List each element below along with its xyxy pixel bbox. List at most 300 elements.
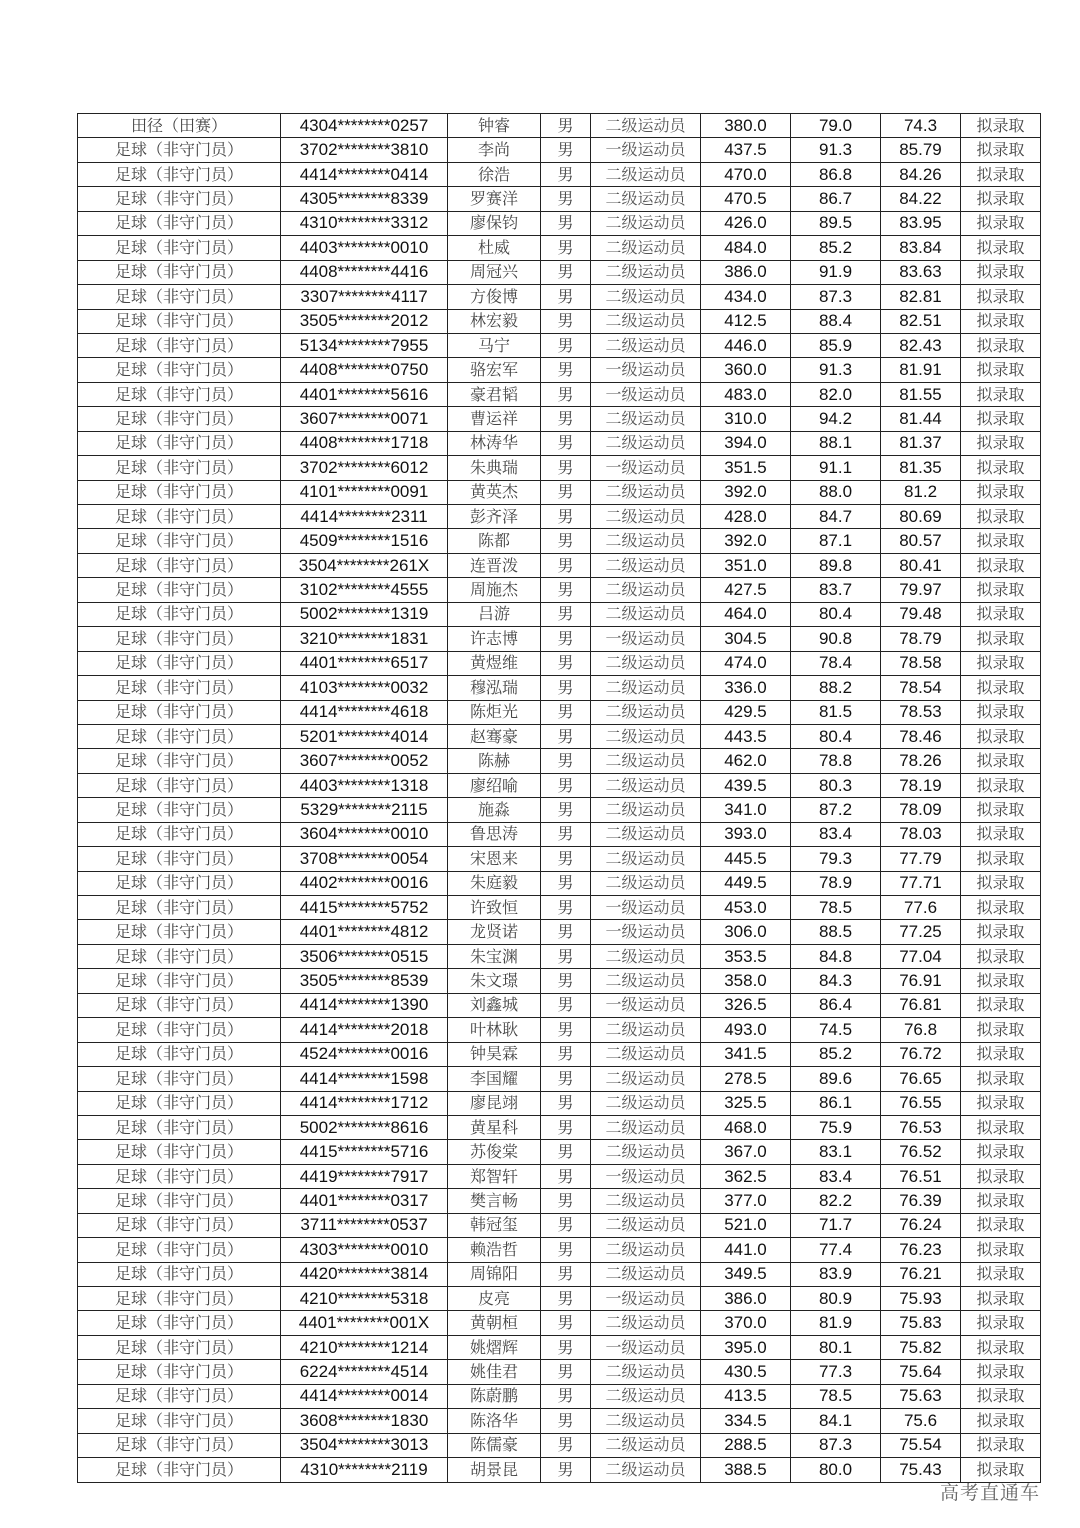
cell-id: 3504********3013	[281, 1433, 448, 1457]
cell-id: 3608********1830	[281, 1409, 448, 1433]
cell-culture-score: 468.0	[701, 1115, 791, 1139]
cell-gender: 男	[541, 1287, 591, 1311]
cell-level: 二级运动员	[591, 1409, 701, 1433]
cell-gender: 男	[541, 114, 591, 138]
admission-list-table	[77, 113, 1041, 1483]
cell-culture-score: 360.0	[701, 358, 791, 382]
cell-level: 二级运动员	[591, 1238, 701, 1262]
cell-composite-score: 81.44	[881, 407, 961, 431]
cell-sport: 足球（非守门员）	[78, 1311, 281, 1335]
cell-sport-score: 84.3	[791, 969, 881, 993]
cell-composite-score: 82.81	[881, 285, 961, 309]
cell-status: 拟录取	[961, 162, 1041, 186]
cell-sport: 足球（非守门员）	[78, 847, 281, 871]
table-row	[78, 138, 1041, 162]
cell-id: 3604********0010	[281, 822, 448, 846]
cell-composite-score: 78.46	[881, 724, 961, 748]
cell-status: 拟录取	[961, 822, 1041, 846]
cell-status: 拟录取	[961, 138, 1041, 162]
cell-status: 拟录取	[961, 309, 1041, 333]
cell-name: 皮亮	[448, 1287, 541, 1311]
cell-sport: 足球（非守门员）	[78, 651, 281, 675]
cell-level: 一级运动员	[591, 456, 701, 480]
cell-name: 杜威	[448, 236, 541, 260]
table-row	[78, 1042, 1041, 1066]
cell-gender: 男	[541, 138, 591, 162]
cell-id: 3708********0054	[281, 847, 448, 871]
cell-level: 二级运动员	[591, 822, 701, 846]
cell-sport-score: 85.9	[791, 333, 881, 357]
cell-gender: 男	[541, 871, 591, 895]
cell-gender: 男	[541, 798, 591, 822]
table-body	[78, 114, 1041, 1483]
cell-gender: 男	[541, 896, 591, 920]
cell-name: 黄朝桓	[448, 1311, 541, 1335]
cell-status: 拟录取	[961, 920, 1041, 944]
cell-gender: 男	[541, 1409, 591, 1433]
cell-level: 二级运动员	[591, 1042, 701, 1066]
cell-gender: 男	[541, 773, 591, 797]
cell-culture-score: 326.5	[701, 993, 791, 1017]
cell-id: 4401********001X	[281, 1311, 448, 1335]
cell-name: 朱典瑞	[448, 456, 541, 480]
cell-status: 拟录取	[961, 602, 1041, 626]
cell-status: 拟录取	[961, 1042, 1041, 1066]
cell-level: 二级运动员	[591, 724, 701, 748]
cell-level: 二级运动员	[591, 749, 701, 773]
cell-status: 拟录取	[961, 773, 1041, 797]
cell-status: 拟录取	[961, 529, 1041, 553]
cell-gender: 男	[541, 1164, 591, 1188]
cell-sport-score: 85.2	[791, 236, 881, 260]
cell-sport-score: 94.2	[791, 407, 881, 431]
cell-id: 4303********0010	[281, 1238, 448, 1262]
cell-id: 4310********3312	[281, 211, 448, 235]
cell-sport-score: 78.4	[791, 651, 881, 675]
cell-name: 曹运祥	[448, 407, 541, 431]
cell-culture-score: 367.0	[701, 1140, 791, 1164]
cell-gender: 男	[541, 1433, 591, 1457]
cell-gender: 男	[541, 382, 591, 406]
cell-composite-score: 80.69	[881, 505, 961, 529]
cell-sport: 足球（非守门员）	[78, 1409, 281, 1433]
cell-gender: 男	[541, 578, 591, 602]
cell-name: 林涛华	[448, 431, 541, 455]
cell-sport: 足球（非守门员）	[78, 529, 281, 553]
cell-sport: 足球（非守门员）	[78, 236, 281, 260]
cell-sport: 足球（非守门员）	[78, 553, 281, 577]
table-row	[78, 505, 1041, 529]
cell-culture-score: 351.0	[701, 553, 791, 577]
cell-level: 二级运动员	[591, 602, 701, 626]
cell-sport: 足球（非守门员）	[78, 1262, 281, 1286]
cell-composite-score: 81.91	[881, 358, 961, 382]
cell-level: 二级运动员	[591, 431, 701, 455]
cell-status: 拟录取	[961, 333, 1041, 357]
cell-name: 苏俊棠	[448, 1140, 541, 1164]
cell-name: 钟睿	[448, 114, 541, 138]
cell-culture-score: 288.5	[701, 1433, 791, 1457]
table-row	[78, 1067, 1041, 1091]
cell-gender: 男	[541, 456, 591, 480]
cell-composite-score: 74.3	[881, 114, 961, 138]
cell-sport: 足球（非守门员）	[78, 1213, 281, 1237]
cell-gender: 男	[541, 944, 591, 968]
cell-gender: 男	[541, 1458, 591, 1482]
cell-status: 拟录取	[961, 285, 1041, 309]
cell-sport: 足球（非守门员）	[78, 896, 281, 920]
cell-sport-score: 88.2	[791, 676, 881, 700]
cell-status: 拟录取	[961, 1287, 1041, 1311]
cell-sport-score: 78.8	[791, 749, 881, 773]
cell-name: 周冠兴	[448, 260, 541, 284]
cell-sport: 足球（非守门员）	[78, 1433, 281, 1457]
cell-name: 连晋泼	[448, 553, 541, 577]
cell-id: 4420********3814	[281, 1262, 448, 1286]
cell-status: 拟录取	[961, 1067, 1041, 1091]
cell-culture-score: 349.5	[701, 1262, 791, 1286]
cell-sport: 足球（非守门员）	[78, 138, 281, 162]
table-row	[78, 1091, 1041, 1115]
cell-sport-score: 88.0	[791, 480, 881, 504]
cell-sport: 足球（非守门员）	[78, 1018, 281, 1042]
cell-name: 韩冠玺	[448, 1213, 541, 1237]
table-row	[78, 700, 1041, 724]
cell-id: 4401********4812	[281, 920, 448, 944]
cell-name: 鲁思涛	[448, 822, 541, 846]
cell-id: 4401********6517	[281, 651, 448, 675]
cell-sport: 足球（非守门员）	[78, 1287, 281, 1311]
cell-id: 3702********3810	[281, 138, 448, 162]
cell-level: 二级运动员	[591, 1067, 701, 1091]
cell-level: 一级运动员	[591, 358, 701, 382]
cell-composite-score: 75.63	[881, 1384, 961, 1408]
cell-sport-score: 80.4	[791, 602, 881, 626]
cell-gender: 男	[541, 1335, 591, 1359]
cell-culture-score: 353.5	[701, 944, 791, 968]
cell-gender: 男	[541, 285, 591, 309]
cell-sport: 足球（非守门员）	[78, 920, 281, 944]
cell-level: 二级运动员	[591, 578, 701, 602]
cell-level: 二级运动员	[591, 944, 701, 968]
cell-level: 二级运动员	[591, 1140, 701, 1164]
cell-name: 陈蔚鹏	[448, 1384, 541, 1408]
cell-status: 拟录取	[961, 627, 1041, 651]
cell-composite-score: 78.26	[881, 749, 961, 773]
cell-status: 拟录取	[961, 944, 1041, 968]
cell-culture-score: 437.5	[701, 138, 791, 162]
cell-name: 陈赫	[448, 749, 541, 773]
cell-sport-score: 78.9	[791, 871, 881, 895]
cell-status: 拟录取	[961, 358, 1041, 382]
cell-composite-score: 81.35	[881, 456, 961, 480]
cell-composite-score: 81.37	[881, 431, 961, 455]
cell-gender: 男	[541, 358, 591, 382]
cell-sport: 足球（非守门员）	[78, 1335, 281, 1359]
cell-sport: 足球（非守门员）	[78, 260, 281, 284]
cell-id: 4414********2018	[281, 1018, 448, 1042]
cell-composite-score: 78.58	[881, 651, 961, 675]
cell-level: 一级运动员	[591, 993, 701, 1017]
table-row	[78, 749, 1041, 773]
cell-name: 赖浩哲	[448, 1238, 541, 1262]
cell-culture-score: 443.5	[701, 724, 791, 748]
cell-level: 二级运动员	[591, 505, 701, 529]
cell-level: 二级运动员	[591, 1115, 701, 1139]
cell-name: 姚熠辉	[448, 1335, 541, 1359]
cell-id: 4414********1712	[281, 1091, 448, 1115]
table-row	[78, 431, 1041, 455]
cell-gender: 男	[541, 1360, 591, 1384]
cell-level: 二级运动员	[591, 529, 701, 553]
cell-sport: 足球（非守门员）	[78, 724, 281, 748]
cell-sport-score: 78.5	[791, 896, 881, 920]
cell-id: 3702********6012	[281, 456, 448, 480]
cell-sport-score: 82.2	[791, 1189, 881, 1213]
table-row	[78, 333, 1041, 357]
cell-composite-score: 76.91	[881, 969, 961, 993]
cell-sport-score: 78.5	[791, 1384, 881, 1408]
cell-level: 二级运动员	[591, 1433, 701, 1457]
cell-name: 许致恒	[448, 896, 541, 920]
cell-status: 拟录取	[961, 896, 1041, 920]
table-row	[78, 285, 1041, 309]
cell-sport: 足球（非守门员）	[78, 1042, 281, 1066]
cell-level: 二级运动员	[591, 162, 701, 186]
cell-composite-score: 76.65	[881, 1067, 961, 1091]
cell-id: 3711********0537	[281, 1213, 448, 1237]
cell-composite-score: 81.55	[881, 382, 961, 406]
cell-level: 一级运动员	[591, 138, 701, 162]
cell-id: 4408********0750	[281, 358, 448, 382]
table-row	[78, 114, 1041, 138]
cell-id: 4310********2119	[281, 1458, 448, 1482]
cell-name: 罗赛洋	[448, 187, 541, 211]
cell-status: 拟录取	[961, 1409, 1041, 1433]
cell-level: 二级运动员	[591, 553, 701, 577]
cell-culture-score: 441.0	[701, 1238, 791, 1262]
cell-id: 4401********5616	[281, 382, 448, 406]
cell-gender: 男	[541, 627, 591, 651]
cell-status: 拟录取	[961, 431, 1041, 455]
cell-composite-score: 85.79	[881, 138, 961, 162]
cell-sport-score: 80.9	[791, 1287, 881, 1311]
cell-sport-score: 86.8	[791, 162, 881, 186]
cell-gender: 男	[541, 1384, 591, 1408]
cell-culture-score: 412.5	[701, 309, 791, 333]
cell-sport-score: 77.4	[791, 1238, 881, 1262]
cell-sport: 足球（非守门员）	[78, 773, 281, 797]
cell-gender: 男	[541, 602, 591, 626]
cell-culture-score: 377.0	[701, 1189, 791, 1213]
table-row	[78, 1213, 1041, 1237]
cell-composite-score: 77.6	[881, 896, 961, 920]
cell-name: 豪君韬	[448, 382, 541, 406]
table-row	[78, 822, 1041, 846]
cell-level: 二级运动员	[591, 1189, 701, 1213]
cell-status: 拟录取	[961, 1140, 1041, 1164]
cell-sport: 足球（非守门员）	[78, 333, 281, 357]
cell-sport: 足球（非守门员）	[78, 1189, 281, 1213]
cell-id: 3210********1831	[281, 627, 448, 651]
cell-name: 马宁	[448, 333, 541, 357]
cell-composite-score: 78.79	[881, 627, 961, 651]
cell-level: 二级运动员	[591, 285, 701, 309]
cell-composite-score: 82.51	[881, 309, 961, 333]
cell-gender: 男	[541, 969, 591, 993]
cell-gender: 男	[541, 505, 591, 529]
cell-sport-score: 84.7	[791, 505, 881, 529]
cell-id: 4402********0016	[281, 871, 448, 895]
cell-sport: 足球（非守门员）	[78, 505, 281, 529]
cell-sport: 足球（非守门员）	[78, 358, 281, 382]
cell-culture-score: 392.0	[701, 529, 791, 553]
cell-gender: 男	[541, 724, 591, 748]
cell-id: 5329********2115	[281, 798, 448, 822]
cell-culture-score: 392.0	[701, 480, 791, 504]
cell-sport-score: 89.5	[791, 211, 881, 235]
cell-gender: 男	[541, 529, 591, 553]
cell-sport: 足球（非守门员）	[78, 309, 281, 333]
cell-id: 4403********1318	[281, 773, 448, 797]
cell-status: 拟录取	[961, 993, 1041, 1017]
table-row	[78, 1360, 1041, 1384]
cell-level: 二级运动员	[591, 1360, 701, 1384]
cell-composite-score: 77.04	[881, 944, 961, 968]
cell-culture-score: 483.0	[701, 382, 791, 406]
cell-id: 4401********0317	[281, 1189, 448, 1213]
cell-id: 3102********4555	[281, 578, 448, 602]
cell-name: 周施杰	[448, 578, 541, 602]
cell-sport-score: 87.3	[791, 285, 881, 309]
table-row	[78, 456, 1041, 480]
cell-level: 二级运动员	[591, 700, 701, 724]
cell-name: 黄英杰	[448, 480, 541, 504]
cell-id: 5134********7955	[281, 333, 448, 357]
table-row	[78, 847, 1041, 871]
table-row	[78, 187, 1041, 211]
cell-gender: 男	[541, 236, 591, 260]
cell-id: 4414********1598	[281, 1067, 448, 1091]
cell-name: 徐浩	[448, 162, 541, 186]
cell-status: 拟录取	[961, 1213, 1041, 1237]
cell-culture-score: 386.0	[701, 260, 791, 284]
cell-sport: 足球（非守门员）	[78, 1458, 281, 1482]
cell-composite-score: 75.83	[881, 1311, 961, 1335]
cell-composite-score: 75.82	[881, 1335, 961, 1359]
cell-sport: 足球（非守门员）	[78, 285, 281, 309]
cell-composite-score: 76.51	[881, 1164, 961, 1188]
table-row	[78, 162, 1041, 186]
cell-sport-score: 79.3	[791, 847, 881, 871]
cell-status: 拟录取	[961, 1189, 1041, 1213]
cell-sport: 足球（非守门员）	[78, 456, 281, 480]
cell-sport-score: 89.8	[791, 553, 881, 577]
cell-sport: 足球（非守门员）	[78, 1360, 281, 1384]
cell-sport-score: 86.1	[791, 1091, 881, 1115]
cell-status: 拟录取	[961, 847, 1041, 871]
cell-composite-score: 77.79	[881, 847, 961, 871]
cell-sport: 足球（非守门员）	[78, 1164, 281, 1188]
cell-gender: 男	[541, 1115, 591, 1139]
table-row	[78, 1238, 1041, 1262]
cell-status: 拟录取	[961, 1433, 1041, 1457]
cell-status: 拟录取	[961, 1335, 1041, 1359]
cell-culture-score: 462.0	[701, 749, 791, 773]
cell-id: 4415********5752	[281, 896, 448, 920]
cell-level: 二级运动员	[591, 407, 701, 431]
cell-level: 二级运动员	[591, 847, 701, 871]
cell-name: 周锦阳	[448, 1262, 541, 1286]
cell-sport-score: 86.7	[791, 187, 881, 211]
cell-culture-score: 521.0	[701, 1213, 791, 1237]
cell-gender: 男	[541, 480, 591, 504]
cell-culture-score: 429.5	[701, 700, 791, 724]
cell-sport-score: 77.3	[791, 1360, 881, 1384]
cell-sport: 足球（非守门员）	[78, 1115, 281, 1139]
cell-gender: 男	[541, 187, 591, 211]
cell-id: 4210********1214	[281, 1335, 448, 1359]
table-row	[78, 358, 1041, 382]
cell-id: 4414********4618	[281, 700, 448, 724]
cell-level: 一级运动员	[591, 1164, 701, 1188]
cell-culture-score: 325.5	[701, 1091, 791, 1115]
cell-id: 4415********5716	[281, 1140, 448, 1164]
cell-composite-score: 79.48	[881, 602, 961, 626]
cell-sport-score: 88.5	[791, 920, 881, 944]
table-row	[78, 676, 1041, 700]
cell-gender: 男	[541, 1311, 591, 1335]
table-row	[78, 627, 1041, 651]
cell-name: 陈洛华	[448, 1409, 541, 1433]
table-row	[78, 993, 1041, 1017]
cell-status: 拟录取	[961, 553, 1041, 577]
cell-culture-score: 334.5	[701, 1409, 791, 1433]
table-row	[78, 1262, 1041, 1286]
cell-gender: 男	[541, 651, 591, 675]
cell-sport: 足球（非守门员）	[78, 602, 281, 626]
cell-status: 拟录取	[961, 480, 1041, 504]
cell-status: 拟录取	[961, 1311, 1041, 1335]
cell-composite-score: 77.71	[881, 871, 961, 895]
cell-composite-score: 84.22	[881, 187, 961, 211]
cell-sport-score: 83.9	[791, 1262, 881, 1286]
cell-status: 拟录取	[961, 969, 1041, 993]
cell-level: 二级运动员	[591, 333, 701, 357]
cell-gender: 男	[541, 1042, 591, 1066]
table-row	[78, 969, 1041, 993]
table-row	[78, 1115, 1041, 1139]
table-row	[78, 1287, 1041, 1311]
cell-sport-score: 80.4	[791, 724, 881, 748]
cell-sport-score: 85.2	[791, 1042, 881, 1066]
cell-sport: 足球（非守门员）	[78, 676, 281, 700]
table-row	[78, 260, 1041, 284]
cell-sport-score: 91.9	[791, 260, 881, 284]
cell-id: 5201********4014	[281, 724, 448, 748]
cell-status: 拟录取	[961, 1458, 1041, 1482]
cell-level: 一级运动员	[591, 896, 701, 920]
cell-culture-score: 306.0	[701, 920, 791, 944]
cell-level: 二级运动员	[591, 114, 701, 138]
cell-sport-score: 90.8	[791, 627, 881, 651]
cell-status: 拟录取	[961, 1091, 1041, 1115]
cell-composite-score: 76.55	[881, 1091, 961, 1115]
table-row	[78, 944, 1041, 968]
cell-culture-score: 336.0	[701, 676, 791, 700]
cell-status: 拟录取	[961, 211, 1041, 235]
cell-culture-score: 395.0	[701, 1335, 791, 1359]
